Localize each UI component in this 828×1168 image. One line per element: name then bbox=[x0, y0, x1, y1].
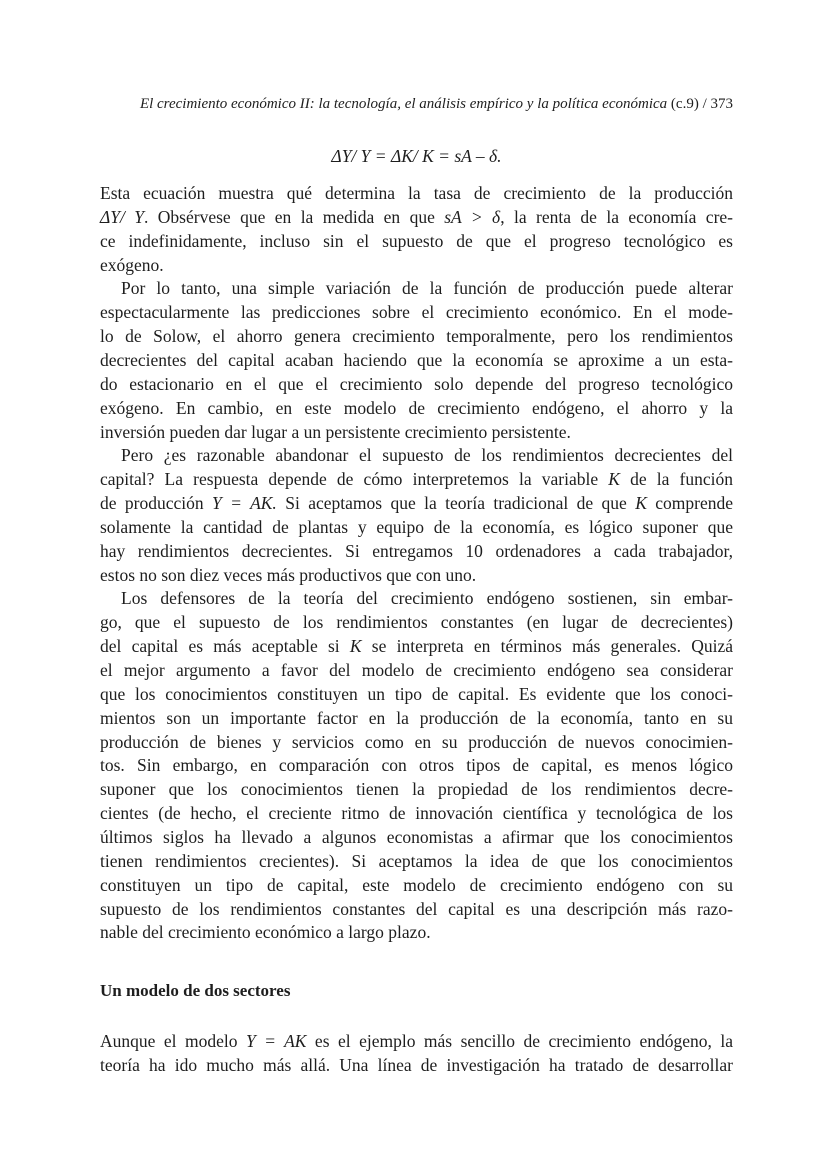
text-line bbox=[100, 325, 733, 347]
text-line bbox=[100, 731, 733, 753]
text-run: . Obsérvese que en la medida en que bbox=[144, 206, 445, 227]
math-run: sA > δ bbox=[444, 206, 501, 227]
text-line bbox=[100, 421, 733, 443]
text-run: comprende bbox=[646, 493, 734, 514]
text-line bbox=[121, 587, 733, 609]
text-run: lo de Solow, el ahorro genera crecimiento temporalmente, pero los rendimientos bbox=[100, 326, 733, 347]
text-run: cientes (de hecho, el creciente ritmo de innovación científica y tecnológica de los bbox=[100, 803, 733, 824]
text-run: , la renta de la economía cre- bbox=[500, 206, 733, 227]
math-run: K bbox=[635, 493, 647, 514]
text-run: se interpreta en términos más generales. Quizá bbox=[361, 636, 733, 657]
text-run: do estacionario en el que el crecimiento solo depende del progreso tecnológico bbox=[100, 373, 733, 394]
text-line bbox=[100, 707, 733, 729]
text-line bbox=[100, 826, 733, 848]
text-line bbox=[100, 778, 733, 800]
text-run: últimos siglos ha llevado a algunos economistas a afirmar que los conocimientos bbox=[100, 826, 733, 847]
text-run: supuesto de los rendimientos constantes del capital es una descripción más razo- bbox=[100, 898, 733, 919]
text-run: espectacularmente las predicciones sobre el crecimiento económico. En el mode- bbox=[100, 302, 733, 323]
math-run: Y = AK bbox=[245, 1031, 307, 1051]
text-run: Por lo tanto, una simple variación de la función de producción puede alterar bbox=[121, 278, 733, 299]
text-line bbox=[100, 850, 733, 872]
text-run: Los defensores de la teoría del crecimiento endógeno sostienen, sin embar- bbox=[121, 588, 733, 609]
text-line bbox=[100, 635, 733, 657]
text-line bbox=[100, 397, 733, 419]
text-line bbox=[100, 373, 733, 395]
text-run: exógeno. bbox=[100, 254, 164, 275]
text-run: exógeno. En cambio, en este modelo de crecimiento endógeno, el ahorro y la bbox=[100, 397, 733, 418]
text-line bbox=[100, 182, 733, 204]
text-line bbox=[100, 754, 733, 776]
math-run: ΔY/ Y bbox=[100, 206, 145, 227]
text-line bbox=[100, 230, 733, 252]
text-run: el mejor argumento a favor del modelo de crecimiento endógeno sea considerar bbox=[100, 660, 733, 680]
running-title: El crecimiento económico II: la tecnología, el análisis empírico y la política económica bbox=[139, 96, 668, 112]
text-run: es el ejemplo más sencillo de crecimiento endógeno, la bbox=[306, 1031, 734, 1051]
text-run: del capital es más aceptable si bbox=[100, 636, 350, 657]
text-run: Pero ¿es razonable abandonar el supuesto de los rendimientos decrecientes del bbox=[121, 445, 733, 466]
running-header bbox=[100, 96, 733, 113]
equation-text: ΔY/ Y = ΔK/ K = sA – δ. bbox=[331, 146, 502, 166]
text-run: solamente la cantidad de plantas y equipo de la economía, es lógico suponer que bbox=[100, 516, 733, 537]
chapter-ref: (c.9) bbox=[670, 96, 699, 112]
text-run: Si aceptamos que la teoría tradicional de que bbox=[276, 493, 636, 514]
text-run: hay rendimientos decrecientes. Si entregamos 10 ordenadores a cada trabajador, bbox=[100, 540, 733, 561]
text-line bbox=[100, 301, 733, 323]
text-run: inversión pueden dar lugar a un persistente crecimiento persistente. bbox=[100, 421, 571, 442]
text-line bbox=[100, 206, 733, 228]
text-line bbox=[121, 277, 733, 299]
text-line bbox=[100, 516, 733, 538]
text-run: tos. Sin embargo, en comparación con otros tipos de capital, es menos lógico bbox=[100, 755, 733, 776]
text-line bbox=[100, 349, 733, 371]
text-run: de la función bbox=[619, 469, 733, 490]
text-run: decrecientes del capital acaban haciendo que la economía se aproxime a un esta- bbox=[100, 349, 733, 370]
text-run: constituyen un tipo de capital, este modelo de crecimiento endógeno con su bbox=[100, 874, 733, 895]
text-run: capital? La respuesta depende de cómo interpretemos la variable bbox=[100, 469, 609, 490]
section-heading: Un modelo de dos sectores bbox=[100, 981, 291, 1000]
text-line bbox=[100, 659, 733, 681]
text-run: go, que el supuesto de los rendimientos constantes (en lugar de decrecientes) bbox=[100, 612, 733, 633]
equation bbox=[100, 146, 733, 167]
text-line bbox=[100, 611, 733, 633]
text-line bbox=[100, 921, 733, 943]
text-line bbox=[100, 564, 733, 586]
text-run: que los conocimientos constituyen un tipo de capital. Es evidente que los conoci- bbox=[100, 683, 733, 704]
math-run: Y = AK. bbox=[212, 493, 277, 514]
text-run: tienen rendimientos crecientes). Si aceptamos la idea de que los conocimientos bbox=[100, 850, 733, 871]
text-line bbox=[100, 254, 733, 276]
text-line bbox=[100, 683, 733, 705]
text-line bbox=[100, 468, 733, 490]
text-run: suponer que los conocimientos tienen la propiedad de los rendimientos decre- bbox=[100, 779, 733, 800]
text-run: nable del crecimiento económico a largo plazo. bbox=[100, 922, 431, 943]
text-line bbox=[100, 1030, 733, 1052]
separator: / bbox=[702, 96, 707, 112]
text-line bbox=[100, 898, 733, 920]
text-line bbox=[100, 492, 733, 514]
text-run: estos no son diez veces más productivos que con uno. bbox=[100, 564, 477, 585]
text-run: producción de bienes y servicios como en su producción de nuevos conocimien- bbox=[100, 731, 733, 752]
math-run: K bbox=[608, 469, 620, 490]
text-run: de producción bbox=[100, 493, 213, 514]
text-line bbox=[121, 444, 733, 466]
text-run: Esta ecuación muestra qué determina la tasa de crecimiento de la producción bbox=[100, 183, 733, 203]
text-run: teoría ha ido mucho más allá. Una línea de investigación ha tratado de desarrollar bbox=[100, 1054, 733, 1075]
math-run: K bbox=[349, 636, 362, 657]
text-run: Aunque el modelo bbox=[100, 1031, 246, 1051]
text-line bbox=[100, 874, 733, 896]
text-line bbox=[100, 540, 733, 562]
text-line bbox=[100, 1054, 733, 1076]
page-number: 373 bbox=[710, 96, 733, 112]
text-run: ce indefinidamente, incluso sin el supuesto de que el progreso tecnológico es bbox=[100, 230, 733, 251]
text-run: mientos son un importante factor en la producción de la economía, tanto en su bbox=[100, 707, 733, 728]
text-line bbox=[100, 802, 733, 824]
